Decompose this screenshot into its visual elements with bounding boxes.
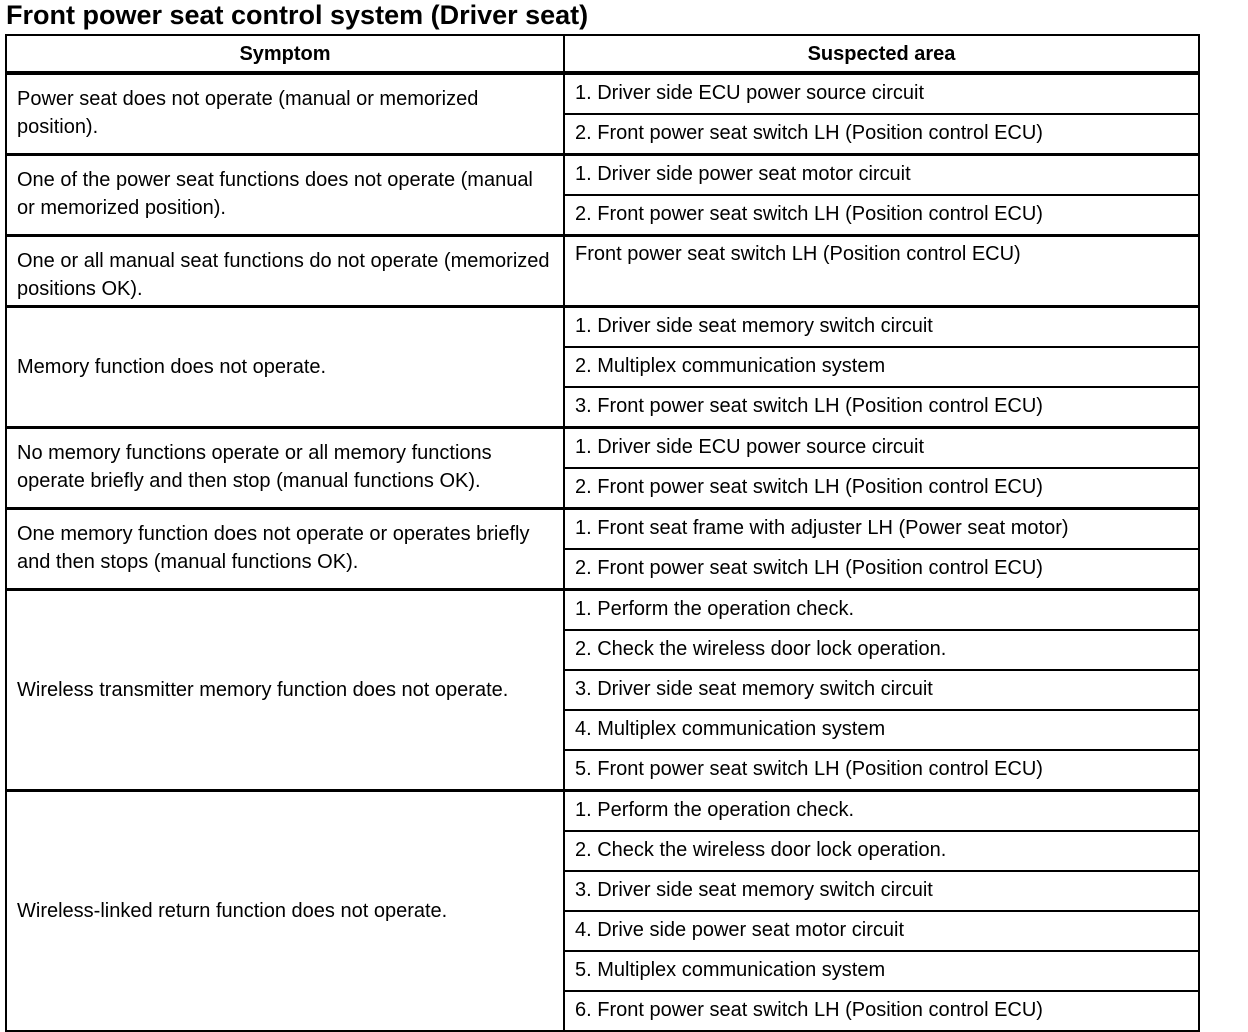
table-row — [6, 791, 1199, 832]
suspected-area-cell: 1. Driver side seat memory switch circuit — [564, 307, 1199, 348]
table-row — [6, 73, 1199, 114]
suspected-area-cell: 2. Multiplex communication system — [564, 347, 1199, 387]
symptom-cell: No memory functions operate or all memory functions operate briefly and then stop (manual functions OK). — [6, 428, 564, 509]
page-title: Front power seat control system (Driver seat) — [6, 0, 589, 30]
suspected-area-cell: 2. Front power seat switch LH (Position control ECU) — [564, 468, 1199, 509]
table-body — [6, 73, 1199, 1031]
table-row — [6, 509, 1199, 550]
suspected-area-cell: 1. Driver side ECU power source circuit — [564, 428, 1199, 469]
symptom-cell: Memory function does not operate. — [6, 307, 564, 428]
suspected-area-cell: 2. Front power seat switch LH (Position control ECU) — [564, 195, 1199, 236]
symptom-cell: Power seat does not operate (manual or memorized position). — [6, 73, 564, 155]
table-row — [6, 155, 1199, 196]
symptom-header: Symptom — [6, 35, 564, 73]
suspected-area-cell: 2. Front power seat switch LH (Position control ECU) — [564, 114, 1199, 155]
suspected-area-header: Suspected area — [564, 35, 1199, 73]
suspected-area-cell: 3. Driver side seat memory switch circuit — [564, 670, 1199, 710]
symptom-cell: Wireless-linked return function does not operate. — [6, 791, 564, 1032]
suspected-area-cell: 3. Driver side seat memory switch circuit — [564, 871, 1199, 911]
suspected-area-cell: 4. Drive side power seat motor circuit — [564, 911, 1199, 951]
table-row — [6, 428, 1199, 469]
suspected-area-cell: 6. Front power seat switch LH (Position control ECU) — [564, 991, 1199, 1031]
suspected-area-cell: 2. Check the wireless door lock operation. — [564, 831, 1199, 871]
suspected-area-cell: 3. Front power seat switch LH (Position control ECU) — [564, 387, 1199, 428]
suspected-area-cell: 5. Multiplex communication system — [564, 951, 1199, 991]
suspected-area-cell: 1. Driver side power seat motor circuit — [564, 155, 1199, 196]
suspected-area-cell: 4. Multiplex communication system — [564, 710, 1199, 750]
symptom-cell: One or all manual seat functions do not operate (memorized positions OK). — [6, 236, 564, 307]
suspected-area-cell: 5. Front power seat switch LH (Position control ECU) — [564, 750, 1199, 791]
symptom-cell: One memory function does not operate or operates briefly and then stops (manual functions OK). — [6, 509, 564, 590]
symptom-table — [5, 34, 1200, 1032]
symptom-cell: One of the power seat functions does not operate (manual or memorized position). — [6, 155, 564, 236]
suspected-area-cell: Front power seat switch LH (Position control ECU) — [564, 236, 1199, 307]
suspected-area-cell: 2. Front power seat switch LH (Position control ECU) — [564, 549, 1199, 590]
symptom-cell: Wireless transmitter memory function does not operate. — [6, 590, 564, 791]
table-row — [6, 307, 1199, 348]
suspected-area-cell: 1. Perform the operation check. — [564, 791, 1199, 832]
table-row — [6, 590, 1199, 631]
suspected-area-cell: 1. Front seat frame with adjuster LH (Power seat motor) — [564, 509, 1199, 550]
suspected-area-cell: 2. Check the wireless door lock operation. — [564, 630, 1199, 670]
header-row — [6, 35, 1199, 73]
suspected-area-cell: 1. Perform the operation check. — [564, 590, 1199, 631]
table-row — [6, 236, 1199, 307]
suspected-area-cell: 1. Driver side ECU power source circuit — [564, 73, 1199, 114]
